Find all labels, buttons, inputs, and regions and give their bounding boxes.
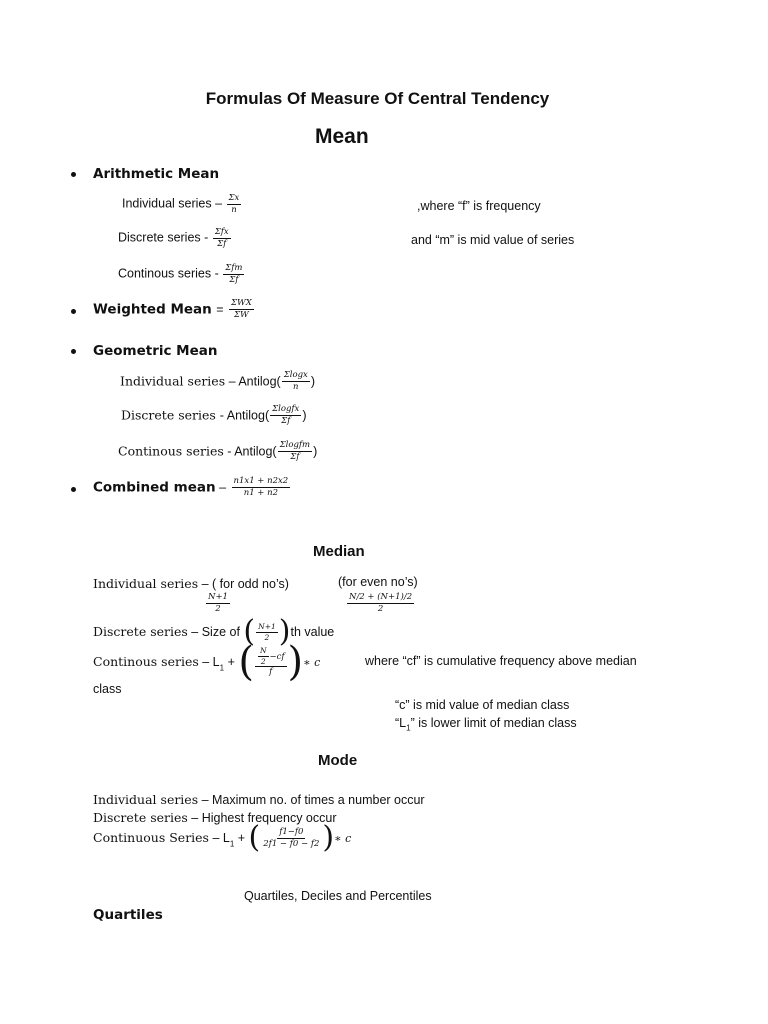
numerator bbox=[255, 647, 287, 668]
quartiles-heading: Quartiles bbox=[93, 907, 163, 923]
row-label: Individual series bbox=[93, 576, 199, 591]
arithmetic-individual-row bbox=[122, 194, 242, 215]
right-paren: ) bbox=[322, 820, 335, 855]
bullet bbox=[71, 349, 76, 354]
denominator: 2 bbox=[377, 604, 384, 615]
subscript: 1 bbox=[229, 839, 235, 849]
even-fraction bbox=[347, 593, 414, 615]
right-paren: ) bbox=[278, 614, 291, 649]
class-note: class bbox=[93, 682, 122, 696]
left-paren: ( bbox=[243, 614, 256, 649]
combined-mean-row bbox=[93, 477, 291, 498]
fraction bbox=[213, 228, 231, 249]
denominator: Σf bbox=[281, 415, 291, 426]
mode-individual-row bbox=[93, 791, 425, 809]
arithmetic-mean-label: Arithmetic Mean bbox=[93, 166, 220, 182]
numerator: Σlogfm bbox=[279, 440, 311, 450]
numerator: Σlogfx bbox=[272, 404, 300, 414]
denominator: 2f1 − f0 − f2 bbox=[263, 838, 320, 849]
equals-sign: = bbox=[216, 302, 224, 317]
geometric-individual-row bbox=[120, 371, 315, 392]
fraction bbox=[227, 194, 242, 215]
times-c: ∗ c bbox=[303, 656, 321, 670]
cf-note: where “cf” is cumulative frequency above median bbox=[365, 654, 637, 668]
numerator: N+1 bbox=[206, 593, 230, 604]
numerator: n1x1 + n2x2 bbox=[233, 476, 289, 486]
denominator: 2 bbox=[215, 604, 221, 615]
weighted-mean-label: Weighted Mean bbox=[93, 301, 212, 318]
th-value-text: th value bbox=[290, 625, 335, 640]
denominator: f bbox=[269, 667, 273, 678]
odd-fraction bbox=[206, 593, 230, 615]
median-continuous-row bbox=[93, 639, 321, 685]
times-c: ∗ c bbox=[334, 832, 352, 846]
geometric-discrete-row bbox=[121, 405, 307, 426]
plus-sign: + bbox=[234, 831, 249, 846]
l1-note bbox=[395, 716, 577, 733]
odd-note: – ( for odd no’s) bbox=[198, 577, 289, 591]
row-label: Discrete series - bbox=[118, 230, 209, 245]
geometric-continuous-row bbox=[118, 441, 317, 462]
fraction bbox=[270, 405, 301, 426]
denominator: Σf bbox=[229, 274, 239, 285]
mode-heading: Mode bbox=[318, 752, 358, 769]
row-label: Continuous Series bbox=[93, 830, 209, 846]
l1-note-rest: ” is lower limit of median class bbox=[410, 716, 577, 730]
inner-fraction bbox=[258, 647, 269, 666]
denominator: ΣW bbox=[234, 309, 249, 320]
right-paren: ) bbox=[287, 639, 304, 685]
denominator: n bbox=[293, 381, 299, 392]
numerator: Σlogx bbox=[283, 370, 308, 380]
inner-numerator: N bbox=[259, 645, 267, 655]
median-individual-row bbox=[93, 575, 289, 593]
arithmetic-continuous-row bbox=[118, 264, 245, 285]
denominator: 2 bbox=[264, 632, 270, 642]
antilog-text: – Antilog( bbox=[225, 374, 281, 389]
even-note: (for even no’s) bbox=[338, 575, 418, 589]
numerator: Σfx bbox=[214, 227, 229, 237]
page-title: Formulas Of Measure Of Central Tendency bbox=[205, 89, 550, 108]
fraction bbox=[223, 264, 244, 285]
left-paren: ( bbox=[248, 820, 261, 855]
close-paren: ) bbox=[310, 374, 315, 389]
dash: – bbox=[215, 480, 227, 495]
weighted-mean-row bbox=[93, 299, 255, 320]
row-label: Discrete series bbox=[121, 407, 220, 423]
row-text: – Highest frequency occur bbox=[187, 811, 337, 825]
geometric-mean-label: Geometric Mean bbox=[93, 343, 218, 359]
l1-note-start: “L bbox=[395, 716, 407, 730]
row-text: – Maximum no. of times a number occur bbox=[198, 793, 425, 807]
mean-heading: Mean bbox=[315, 125, 369, 148]
mid-value-note: and “m” is mid value of series bbox=[411, 233, 575, 247]
denominator: n bbox=[231, 204, 237, 215]
median-heading: Median bbox=[313, 543, 365, 560]
combined-mean-label: Combined mean bbox=[93, 479, 216, 496]
row-label: Continous series bbox=[93, 654, 199, 670]
l1-text: – L bbox=[198, 655, 220, 670]
arithmetic-discrete-row bbox=[118, 228, 232, 249]
close-paren: ) bbox=[313, 444, 318, 459]
inner-denominator: 2 bbox=[260, 656, 266, 666]
mode-continuous-row bbox=[93, 820, 352, 855]
c-note: “c” is mid value of median class bbox=[395, 698, 570, 712]
antilog-text: - Antilog( bbox=[223, 444, 277, 459]
l1-text: – L bbox=[208, 831, 230, 846]
fraction bbox=[229, 299, 254, 320]
bullet bbox=[71, 487, 76, 492]
left-paren: ( bbox=[238, 639, 254, 685]
numerator: f1−f0 bbox=[279, 826, 304, 837]
size-of-text: – Size of bbox=[187, 625, 244, 640]
fraction bbox=[255, 647, 287, 678]
frequency-note: ,where “f” is frequency bbox=[417, 199, 541, 213]
row-label: Continous series - bbox=[118, 266, 219, 281]
numerator: N+1 bbox=[258, 621, 276, 631]
row-label: Individual series bbox=[120, 373, 226, 389]
row-label: Individual series bbox=[93, 792, 199, 807]
numerator: Σfm bbox=[225, 263, 243, 273]
bullet bbox=[71, 172, 76, 177]
subscript: 1 bbox=[406, 723, 411, 733]
row-label: Discrete series bbox=[93, 810, 188, 825]
denominator: n1 + n2 bbox=[243, 487, 279, 498]
row-label: Discrete series bbox=[93, 624, 188, 640]
numerator: N/2 + (N+1)/2 bbox=[347, 593, 414, 604]
bullet bbox=[71, 309, 76, 314]
numerator: Σx bbox=[228, 193, 240, 203]
denominator: Σf bbox=[290, 451, 300, 462]
row-label: Continous series bbox=[118, 443, 224, 459]
quartiles-deciles-heading: Quartiles, Deciles and Percentiles bbox=[244, 889, 432, 903]
row-label: Individual series – bbox=[122, 196, 223, 211]
close-paren: ) bbox=[302, 408, 307, 423]
minus-cf: −cf bbox=[269, 651, 285, 662]
subscript: 1 bbox=[219, 663, 225, 673]
fraction bbox=[232, 477, 291, 498]
antilog-text: - Antilog( bbox=[219, 408, 270, 423]
fraction bbox=[261, 828, 321, 849]
fraction bbox=[282, 371, 310, 392]
numerator: ΣWX bbox=[230, 298, 252, 308]
denominator: Σf bbox=[217, 238, 227, 249]
fraction bbox=[278, 441, 313, 462]
fraction bbox=[256, 623, 278, 642]
plus-sign: + bbox=[224, 655, 239, 670]
